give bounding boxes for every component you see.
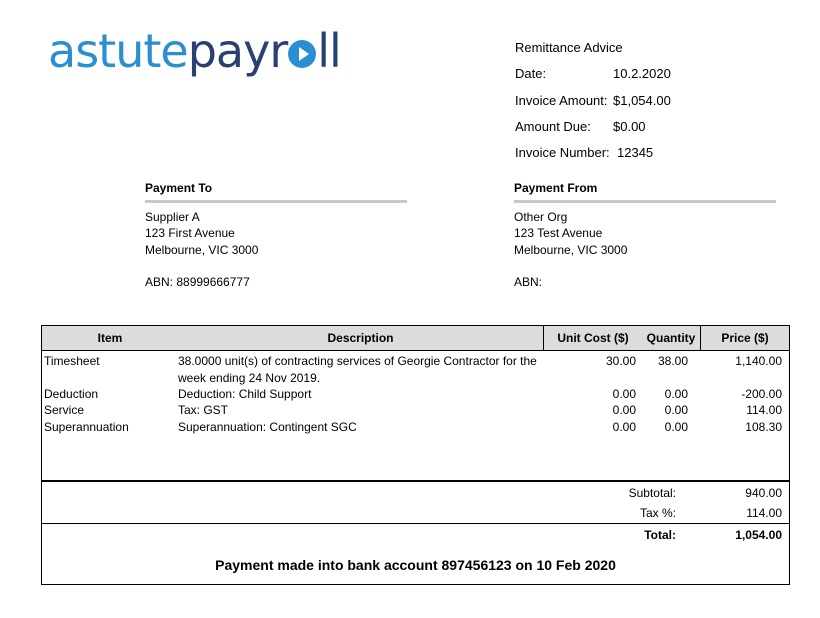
date-value: 10.2.2020 <box>613 66 671 81</box>
row-quantity: 0.00 <box>664 403 688 417</box>
row-description: Deduction: Child Support <box>178 387 312 401</box>
amount-due-value: $0.00 <box>613 119 646 134</box>
row-quantity: 38.00 <box>657 354 688 368</box>
tax-value: 114.00 <box>746 506 782 520</box>
tax-label: Tax %: <box>639 506 676 520</box>
row-price: 114.00 <box>746 403 782 417</box>
payment-to-line1: Supplier A <box>145 210 200 224</box>
row-item: Superannuation <box>44 420 129 434</box>
payment-from-line1: Other Org <box>514 210 568 224</box>
payment-to-divider <box>145 200 407 203</box>
invoice-number-value: 12345 <box>617 145 654 160</box>
amount-due-label: Amount Due: <box>515 119 591 134</box>
row-price: 1,140.00 <box>735 354 782 368</box>
invoice-number-label: Invoice Number: <box>515 145 610 160</box>
payment-from-line3: Melbourne, VIC 3000 <box>514 243 628 257</box>
astutepayroll-logo: astutepayr ll <box>48 24 341 78</box>
row-description: Tax: GST <box>178 403 229 417</box>
col-header-unit-cost: Unit Cost ($) <box>557 331 629 345</box>
row-price: -200.00 <box>741 387 782 401</box>
payment-to-title: Payment To <box>145 181 213 195</box>
invoice-amount-value: $1,054.00 <box>613 93 671 108</box>
row-description-cont: week ending 24 Nov 2019. <box>178 371 321 385</box>
payment-from-title: Payment From <box>514 181 598 195</box>
row-price: 108.30 <box>745 420 782 434</box>
payment-from-abn: ABN: <box>514 275 543 289</box>
play-icon <box>288 40 316 68</box>
row-description: Superannuation: Contingent SGC <box>178 420 357 434</box>
row-unit-cost: 30.00 <box>605 354 636 368</box>
header-divider-unitcost <box>543 326 544 351</box>
total-value: 1,054.00 <box>735 528 782 542</box>
row-item: Timesheet <box>44 354 100 368</box>
row-unit-cost: 0.00 <box>612 420 636 434</box>
row-item: Deduction <box>44 387 99 401</box>
col-header-price: Price ($) <box>721 331 769 345</box>
payment-from-line2: 123 Test Avenue <box>514 226 603 240</box>
col-header-description: Description <box>327 331 394 345</box>
row-unit-cost: 0.00 <box>612 387 636 401</box>
row-description: 38.0000 unit(s) of contracting services of Georgie Contractor for the <box>178 354 537 368</box>
col-header-quantity: Quantity <box>646 331 696 345</box>
row-item: Service <box>44 403 85 417</box>
total-label: Total: <box>644 528 676 542</box>
payment-to-line3: Melbourne, VIC 3000 <box>145 243 259 257</box>
total-divider <box>41 523 790 524</box>
payment-to-line2: 123 First Avenue <box>145 226 235 240</box>
row-quantity: 0.00 <box>664 420 688 434</box>
remittance-title: Remittance Advice <box>515 40 623 55</box>
invoice-amount-label: Invoice Amount: <box>515 93 608 108</box>
payment-note: Payment made into bank account 897456123 on 10 Feb 2020 <box>215 557 616 573</box>
row-quantity: 0.00 <box>664 387 688 401</box>
subtotal-label: Subtotal: <box>628 486 676 500</box>
payment-to-abn: ABN: 88999666777 <box>145 275 250 289</box>
col-header-item: Item <box>97 331 123 345</box>
totals-divider <box>41 480 790 482</box>
row-unit-cost: 0.00 <box>612 403 636 417</box>
payment-from-divider <box>514 200 776 203</box>
date-label: Date: <box>515 66 547 81</box>
subtotal-value: 940.00 <box>745 486 782 500</box>
